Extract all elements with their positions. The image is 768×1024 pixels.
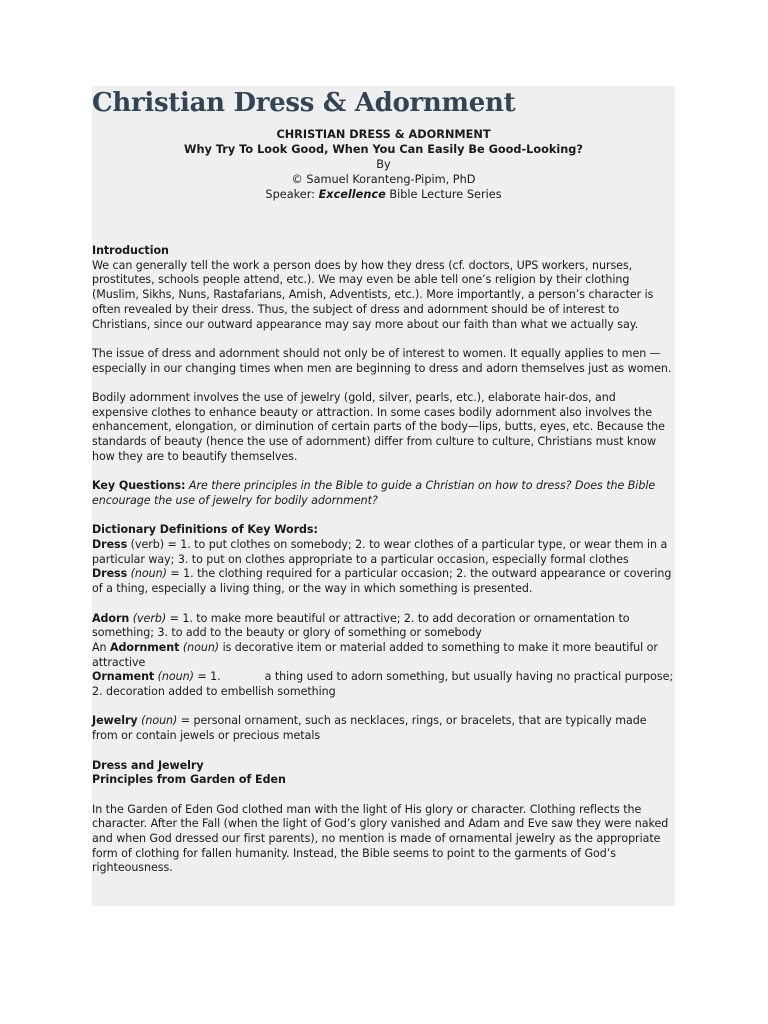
definition-adornment bbox=[92, 641, 675, 670]
definition-adorn bbox=[92, 612, 675, 641]
section-subheading: Principles from Garden of Eden bbox=[92, 773, 286, 787]
term: Jewelry bbox=[92, 714, 138, 728]
header-subtitle: Why Try To Look Good, When You Can Easily Be Good-Looking? bbox=[184, 143, 583, 156]
definition-prefix: An bbox=[92, 640, 110, 654]
definition-dress-verb bbox=[92, 538, 675, 567]
definition-text: = 1. to put clothes on somebody; 2. to wear clothes of a particular type, or wear them in a particular way; 3. to put on clothes appropriate to a particular occasion, especially formal clothes bbox=[92, 538, 668, 566]
term: Dress bbox=[92, 538, 128, 551]
definition-dress-noun bbox=[92, 567, 675, 596]
intro-heading: Introduction bbox=[92, 244, 169, 257]
intro-paragraph-1: We can generally tell the work a person does by how they dress (cf. doctors, UPS workers, nurses, prostitutes, schools people attend, etc.). We may even be able tell one’s religion by their clothing (Muslim, Sikhs, Nuns, Rastafarians, Amish, Adventists, etc.). More importantly, a person’s character is often revealed by their dress. Thus, the subject of dress and adornment should be of interest to Christians, since our outward appearance may say more about our faith than what we actually say. bbox=[92, 258, 654, 331]
part-of-speech: (noun) bbox=[157, 670, 194, 684]
header-title: CHRISTIAN DRESS & ADORNMENT bbox=[276, 128, 491, 141]
header-author: © Samuel Koranteng-Pipim, PhD bbox=[291, 173, 476, 186]
definition-text: = 1. the clothing required for a particular occasion; 2. the outward appearance or covering of a thing, especially a living thing, or the way in which something is presented. bbox=[92, 567, 672, 596]
document-body bbox=[92, 244, 675, 876]
definition-jewelry bbox=[92, 714, 675, 743]
definition-number: = 1. bbox=[193, 670, 221, 684]
definition-text: = personal ornament, such as necklaces, rings, or bracelets, that are typically made from or contain jewels or precious metals bbox=[92, 714, 647, 743]
header-speaker bbox=[92, 187, 675, 202]
part-of-speech: (noun) bbox=[130, 567, 167, 581]
intro-paragraph-2: The issue of dress and adornment should not only be of interest to women. It equally applies to men —especially in our changing times when men are beginning to dress and adorn themselves just as women. bbox=[92, 346, 672, 375]
term: Adorn bbox=[92, 611, 130, 625]
document-title: Christian Dress & Adornment bbox=[92, 88, 516, 118]
definitions-heading: Dictionary Definitions of Key Words: bbox=[92, 523, 318, 537]
section-heading: Dress and Jewelry bbox=[92, 758, 204, 772]
definition-text: a thing used to adorn something, but usually having no practical purpose; 2. decoration added to embellish something bbox=[92, 670, 674, 699]
speaker-suffix: Bible Lecture Series bbox=[385, 188, 502, 201]
speaker-prefix: Speaker: bbox=[265, 188, 319, 201]
term: Ornament bbox=[92, 670, 155, 684]
intro-paragraph-3: Bodily adornment involves the use of jewelry (gold, silver, pearls, etc.), elaborate hair-dos, and expensive clothes to enhance beauty or attraction. In some cases bodily adornment also involves the enhancement, elongation, or diminution of certain parts of the body—lips, butts, eyes, etc. Because the standards of beauty (hence the use of adornment) differ from culture to culture, Christians must know how they are to beautify themselves. bbox=[92, 391, 665, 463]
header-by: By bbox=[376, 158, 391, 171]
definition-text: = 1. to make more beautiful or attractive; 2. to add decoration or ornamentation to something; 3. to add to the beauty or glory of something or somebody bbox=[92, 611, 630, 640]
key-questions bbox=[92, 479, 675, 508]
part-of-speech: (verb) bbox=[132, 611, 167, 625]
speaker-series-name: Excellence bbox=[318, 188, 386, 201]
term: Dress bbox=[92, 567, 128, 581]
part-of-speech: (noun) bbox=[141, 714, 178, 728]
definition-ornament bbox=[92, 670, 675, 699]
definition-text: is decorative item or material added to something to make it more beautiful or attractive bbox=[92, 640, 658, 669]
part-of-speech: (noun) bbox=[182, 640, 220, 654]
section-paragraph-1: In the Garden of Eden God clothed man with the light of His glory or character. Clothing reflects the character. After the Fall (when the light of God’s glory vanished and Adam and Eve saw they were naked and when God dressed our first parents), no mention is made of ornamental jewelry as the appropriate form of clothing for fallen humanity. Instead, the Bible seems to point to the garments of God’s righteousness. bbox=[92, 802, 669, 875]
part-of-speech: (verb) bbox=[130, 538, 165, 551]
document-header bbox=[92, 127, 675, 202]
key-questions-text: Are there principles in the Bible to guide a Christian on how to dress? Does the Bible encourage the use of jewelry for bodily adornment? bbox=[92, 479, 656, 507]
key-questions-label: Key Questions: bbox=[92, 479, 186, 493]
term: Adornment bbox=[110, 640, 180, 654]
